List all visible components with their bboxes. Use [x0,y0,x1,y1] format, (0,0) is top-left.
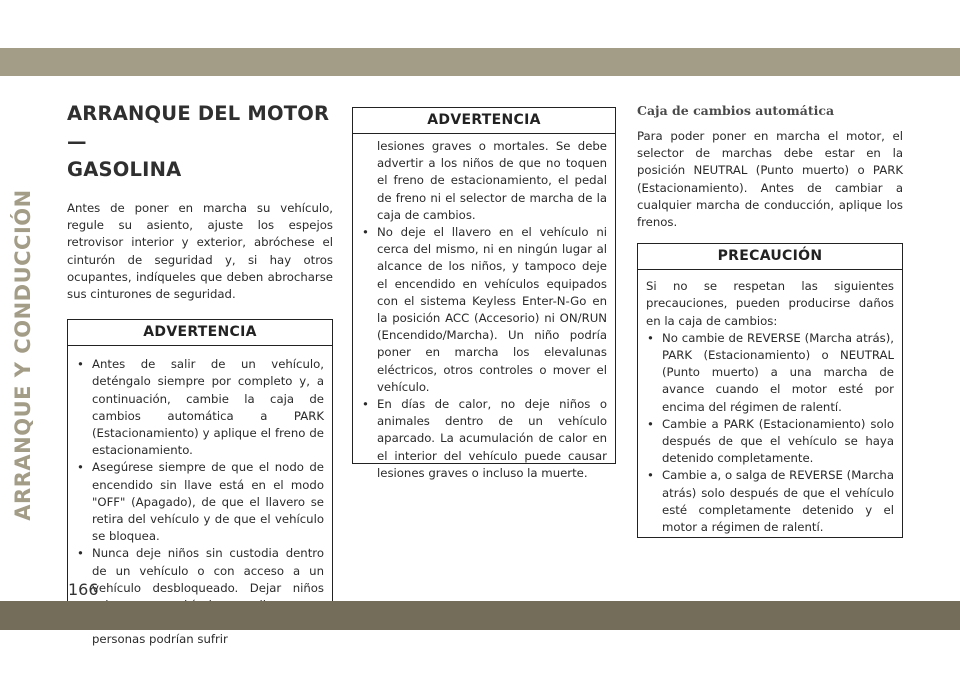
warning-title: ADVERTENCIA [353,108,615,134]
list-item: • No cambie de REVERSE (Marcha atrás), PARK (Estacionamiento) o NEUTRAL (Punto muerto) a una marcha de avance cuando el motor esté por encima del régimen de ralentí. [646,330,894,416]
column-1 [67,100,333,647]
list-item: • Asegúrese siempre de que el nodo de encendido sin llave está en el modo "OFF" (Apagado), de que el llavero se retira del vehículo y de que el vehículo se bloquea. [76,459,324,545]
caution-title: PRECAUCIÓN [638,244,902,270]
column-2 [352,107,616,480]
warning-body [353,134,615,490]
warning-box-1 [67,319,333,647]
transmission-paragraph: Para poder poner en marcha el motor, el selector de marchas debe estar en la posición NEUTRAL (Punto muerto) o PARK (Estacionamiento). Antes de cambiar a cualquier marcha de conducción, aplique los frenos. [637,129,903,230]
column-3 [637,103,903,538]
header-band [0,48,960,76]
list-item: • Cambie a, o salga de REVERSE (Marcha atrás) solo después de que el vehículo esté completamente detenido y el motor a régimen de ralentí. [646,467,894,536]
warning-title: ADVERTENCIA [68,320,332,346]
list-item: • Nunca deje niños sin custodia dentro de un vehículo o con acceso a un vehículo desbloqueado. Dejar niños personas podrían sufrir [76,545,324,648]
section-heading-line-1: ARRANQUE DEL MOTOR — [67,102,330,153]
caution-lead: Si no se respetan las siguientes precauciones, pueden producirse daños en la caja de cambios: [646,279,894,328]
page-number: 166 [68,580,99,599]
list-item: • Antes de salir de un vehículo, deténgalo siempre por completo y, a continuación, cambie la caja de cambios automática a PARK (Estacionamiento) y aplique el freno de estacionamiento. [76,356,324,459]
list-item: • No deje el llavero en el vehículo ni cerca del mismo, ni en ningún lugar al alcance de los niños, y tampoco deje el encendido en vehículos equipados con el sistema Keyless Enter-N-Go en la posición ACC (Accesorio) ni ON/RUN (Encendido/Marcha). Un niño podría poner en marcha los elevalunas eléctricos, otros controles o mover el vehículo. [361,224,607,396]
warning-box-2 [352,107,616,480]
section-side-title: ARRANQUE Y CONDUCCIÓN [11,189,35,521]
list-item: • Cambie a PARK (Estacionamiento) solo después de que el vehículo se haya detenido completamente. [646,416,894,468]
warning-continuation: lesiones graves o mortales. Se debe advertir a los niños de que no toquen el freno de estacionamiento, el pedal de freno ni el selector de marcha de la caja de cambios. [377,139,607,222]
intro-paragraph: Antes de poner en marcha su vehículo, regule su asiento, ajuste los espejos retrovisor interior y exterior, abróchese el cinturón de seguridad y, si hay otros ocupantes, indíqueles que deben abrocharse sus cinturones de seguridad. [67,201,333,302]
caution-box [637,243,903,538]
section-heading-line-2: GASOLINA [67,158,182,181]
caution-list [646,330,894,536]
list-item: • En días de calor, no deje niños o animales dentro de un vehículo aparcado. La acumulación de calor en el interior del vehículo puede causar lesiones graves o incluso la muerte. [361,396,607,482]
section-heading [67,100,333,184]
warning-list [361,224,607,482]
subsection-heading: Caja de cambios automática [637,103,835,118]
caution-body [638,270,902,544]
footer-band [0,601,960,630]
